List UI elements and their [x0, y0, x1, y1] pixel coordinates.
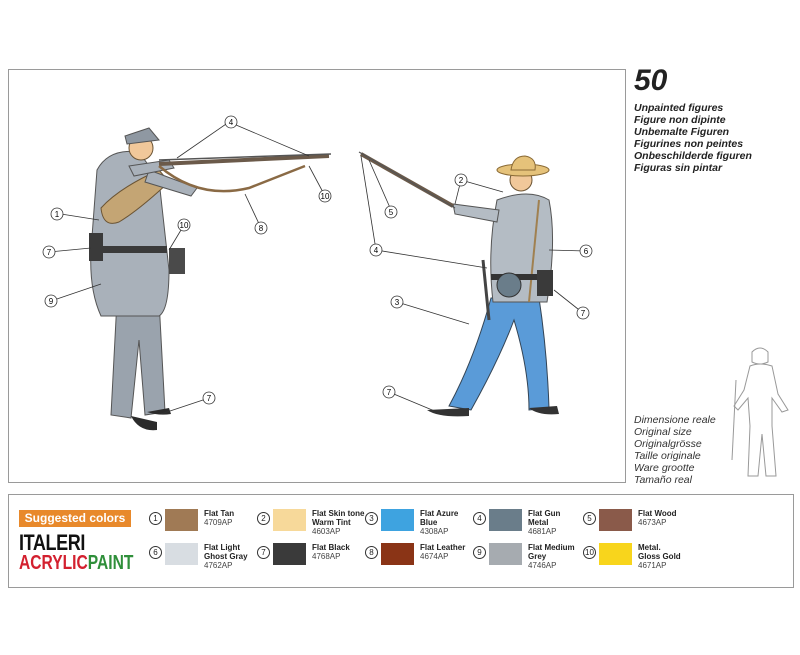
color-code: 4673AP [638, 518, 667, 527]
color-name-line1: Flat Gun [528, 509, 561, 518]
color-name-line1: Flat Skin tone [312, 509, 365, 518]
color-name-line2: Metal [528, 518, 549, 527]
color-swatch [165, 509, 198, 531]
unpainted-figures-list [634, 102, 752, 174]
color-code: 4709AP [204, 518, 233, 527]
color-swatch [489, 543, 522, 565]
original-size-list [634, 414, 716, 486]
unpainted-fr: Figurines non peintes [634, 138, 744, 150]
color-name [312, 509, 364, 527]
original-size-en: Original size [634, 426, 692, 438]
callout-7-right-shoe [383, 386, 395, 398]
color-index: 6 [149, 546, 162, 559]
original-size-fr: Taille originale [634, 450, 701, 462]
color-name-line1: Flat Black [312, 543, 350, 552]
color-swatch [273, 509, 306, 531]
unpainted-nl: Onbeschilderde figuren [634, 150, 752, 162]
brand-acrylic-text: ACRYLIC [19, 552, 88, 574]
svg-text:7: 7 [206, 394, 212, 403]
callout-3 [391, 296, 403, 308]
unpainted-it: Figure non dipinte [634, 114, 726, 126]
svg-text:4: 4 [373, 246, 379, 255]
color-name-line2: Gloss Gold [638, 552, 681, 561]
color-code: 4603AP [312, 527, 341, 536]
callout-1 [51, 208, 63, 220]
color-name-line2: Grey [528, 552, 547, 561]
svg-text:9: 9 [48, 297, 54, 306]
color-code: 4762AP [204, 561, 233, 570]
size-silhouette-icon [722, 340, 798, 480]
callout-7-left-top [43, 246, 55, 258]
original-size-it: Dimensione reale [634, 414, 716, 426]
svg-text:4: 4 [228, 118, 234, 127]
svg-text:6: 6 [583, 247, 589, 256]
brand-logo-acrylic-paint [19, 552, 133, 575]
svg-text:7: 7 [580, 309, 586, 318]
color-index: 8 [365, 546, 378, 559]
color-swatch [489, 509, 522, 531]
color-name-line1: Flat Azure [420, 509, 459, 518]
color-index: 5 [583, 512, 596, 525]
color-index: 7 [257, 546, 270, 559]
original-size-es: Tamaño real [634, 474, 692, 486]
illustration-panel [8, 69, 626, 483]
svg-text:1: 1 [54, 210, 60, 219]
color-index: 1 [149, 512, 162, 525]
figure-count: 50 [634, 64, 668, 97]
color-name-line1: Flat Leather [420, 543, 466, 552]
color-code: 4681AP [528, 527, 557, 536]
brand-logo-italeri: ITALERI [19, 530, 85, 555]
callout-4-left [225, 116, 237, 128]
color-index: 4 [473, 512, 486, 525]
callout-4-right [370, 244, 382, 256]
color-swatch [273, 543, 306, 565]
color-name [312, 543, 350, 552]
color-index: 9 [473, 546, 486, 559]
color-name-line1: Flat Tan [204, 509, 235, 518]
color-index: 10 [583, 546, 596, 559]
brand-paint-text: PAINT [87, 552, 134, 574]
callout-7-right-belt [577, 307, 589, 319]
svg-text:10: 10 [179, 221, 189, 230]
color-name [204, 509, 234, 518]
svg-text:2: 2 [458, 176, 464, 185]
color-name-line1: Flat Medium [528, 543, 575, 552]
callout-10-rifle [319, 190, 331, 202]
callout-8 [255, 222, 267, 234]
unpainted-en: Unpainted figures [634, 102, 724, 114]
color-swatch [381, 543, 414, 565]
color-name-line2: Ghost Gray [204, 552, 248, 561]
suggested-colors-label: Suggested colors [19, 510, 131, 527]
color-swatch [165, 543, 198, 565]
color-code: 4768AP [312, 552, 341, 561]
svg-text:7: 7 [46, 248, 52, 257]
color-name-line2: Warm Tint [312, 518, 351, 527]
color-index: 3 [365, 512, 378, 525]
callout-9 [45, 295, 57, 307]
unpainted-de: Unbemalte Figuren [634, 126, 730, 138]
svg-text:3: 3 [394, 298, 400, 307]
color-swatch [599, 543, 632, 565]
color-name [204, 543, 248, 561]
callout-2 [455, 174, 467, 186]
color-code: 4308AP [420, 527, 449, 536]
color-name [528, 543, 575, 561]
callout-6 [580, 245, 592, 257]
color-name [528, 509, 560, 527]
callout-7-left-shoe [203, 392, 215, 404]
color-name [420, 509, 458, 527]
color-code: 4674AP [420, 552, 449, 561]
color-swatch [599, 509, 632, 531]
right-soldier-figure [359, 152, 559, 416]
callout-5 [385, 206, 397, 218]
svg-text:8: 8 [258, 224, 264, 233]
left-soldier-figure [89, 128, 331, 430]
color-code: 4746AP [528, 561, 557, 570]
original-size-nl: Ware grootte [634, 462, 695, 474]
color-code: 4671AP [638, 561, 667, 570]
color-name-line2: Blue [420, 518, 438, 527]
svg-text:5: 5 [388, 208, 394, 217]
color-swatch [381, 509, 414, 531]
color-name [638, 543, 681, 561]
color-name-line1: Flat Wood [638, 509, 677, 518]
unpainted-es: Figuras sin pintar [634, 162, 723, 174]
color-name [420, 543, 465, 552]
svg-text:10: 10 [320, 192, 330, 201]
suggested-colors-panel [8, 494, 794, 588]
original-size-de: Originalgrösse [634, 438, 702, 450]
svg-text:7: 7 [386, 388, 392, 397]
color-name [638, 509, 677, 518]
color-name-line1: Metal. [638, 543, 661, 552]
figure-illustration [9, 70, 627, 484]
color-index: 2 [257, 512, 270, 525]
callout-10-belt [178, 219, 190, 231]
color-name-line1: Flat Light [204, 543, 240, 552]
